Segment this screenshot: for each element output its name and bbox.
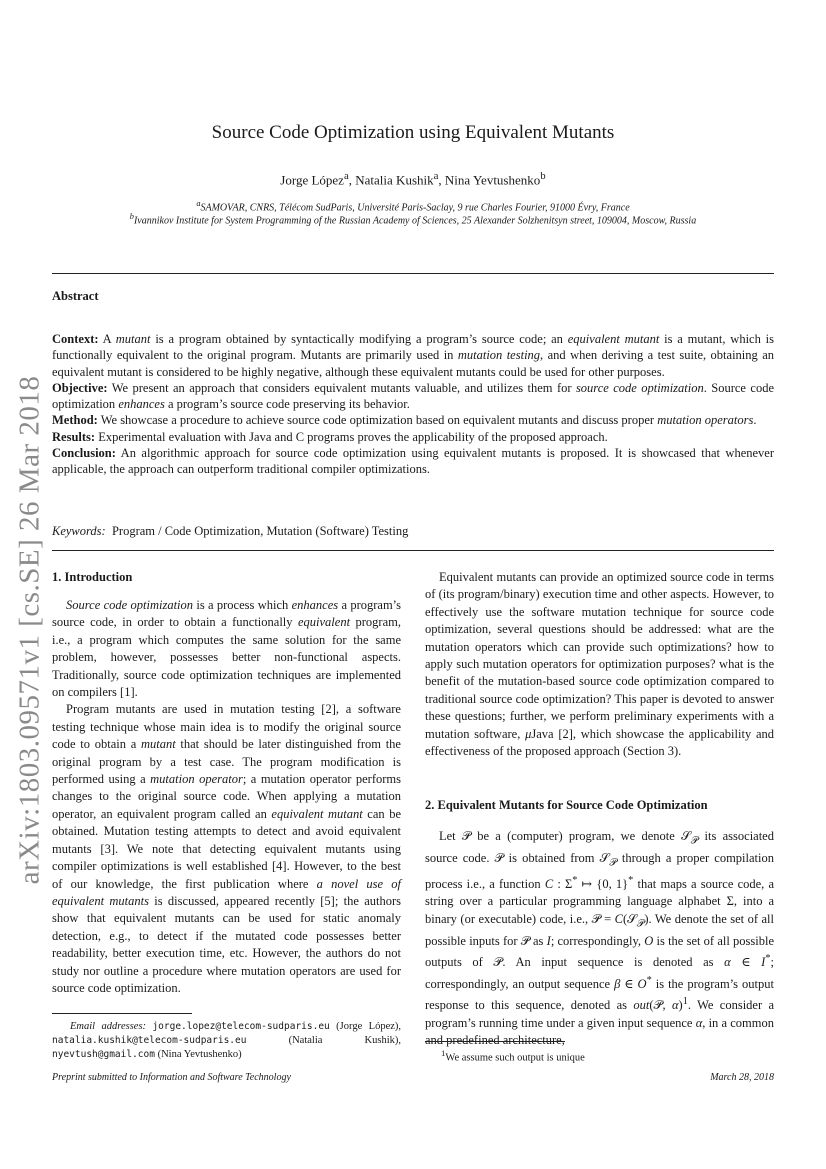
left-column-body [52, 597, 401, 997]
top-rule [52, 273, 774, 274]
email-footnote: Email addresses: jorge.lopez@telecom-sudparis.eu (Jorge López), natalia.kushik@telecom-sudparis.eu (Natalia Kushik), nyevtush@gmail.com (Nina Yevtushenko) [52, 1021, 402, 1060]
section-2-heading: 2. Equivalent Mutants for Source Code Optimization [425, 798, 708, 812]
intro-paragraph-3: Equivalent mutants can provide an optimized source code in terms of (its program/binary) execution time and other aspects. However, to effectively use the software mutation technique for source code optimization, several questions should be addressed: what are the mutation operators which can provide such optimizations? how to apply such mutation operators for optimization purposes? what is the benefit of the mutation-based source code optimization compared to traditional source code optimization? This paper is devoted to answer these questions; further, we perform preliminary experiments with a mutation software, μJava [2], which showcase the applicability and effectiveness of the proposed approach (Section 3). [425, 570, 774, 759]
intro-paragraph-1: Source code optimization is a process which enhances a program’s source code, in order to obtain a functionally equivalent program, i.e., a program which computes the same solution for the same problem, however, possesses better non-functional aspects. Traditionally, source code optimization techniques are implemented on compilers [1]. [52, 598, 402, 700]
right-column-intro [425, 569, 774, 760]
footnote-rule-left [52, 1013, 192, 1014]
abstract-body [52, 331, 774, 478]
arxiv-stamp [10, 340, 50, 920]
abstract-conclusion: Conclusion: An algorithmic approach for source code optimization using equivalent mutants is proposed. It is showcased that whenever applicable, the approach can outperform traditional compiler optimizations. [52, 446, 774, 477]
arxiv-stamp-text: arXiv:1803.09571v1 [cs.SE] 26 Mar 2018 [13, 375, 46, 885]
intro-paragraph-2: Program mutants are used in mutation testing [2], a software testing technique whose main idea is to modify the original source code to obtain a mutant that should be later distinguished from the original program by a test case. The program modification is performed using a mutation operator; a mutation operator performs changes to the original source code. When applying a mutation operator, an equivalent program called an equivalent mutant can be obtained. Mutation testing attempts to detect and avoid equivalent mutants [3]. We note that detecting equivalent mutants using compiler optimizations is well established [4]. However, to the best of our knowledge, the first publication where a novel use of equivalent mutants is discussed, appeared recently [5]; the authors show that equivalent mutants can be used for static anomaly detection, e.g., to detect if the mutated code possesses better readability, better execution time, etc. However, the authors do not study nor outline a procedure where mutation operators are used for source code optimization. [52, 702, 401, 995]
keywords: Keywords: Program / Code Optimization, Mutation (Software) Testing [52, 524, 409, 538]
affiliation-b: $^b$Ivannikov Institute for System Programming of the Russian Academy of Sciences, 25 Alexander Solzhenitsyn street, 109004, Moscow, Russia [129, 212, 697, 227]
footer-preprint: Preprint submitted to Information and Software Technology [52, 1072, 291, 1083]
abstract-heading: Abstract [52, 289, 99, 303]
abstract-bottom-rule [52, 550, 774, 551]
abstract-results: Results: Experimental evaluation with Java and C programs proves the applicability of the proposed approach. [52, 429, 608, 444]
output-footnote: $^1$We assume such output is unique [441, 1048, 585, 1064]
paper-title: Source Code Optimization using Equivalent Mutants [211, 122, 615, 143]
author-list: Jorge López$^a$, Natalia Kushik$^a$, Nina Yevtushenko$^b$ [280, 170, 546, 188]
footnote-rule-right [425, 1041, 565, 1042]
abstract-method: Method: We showcase a procedure to achieve source code optimization based on equivalent mutants and discuss proper mutation operators. [52, 413, 757, 428]
abstract-context: Context: A mutant is a program obtained by syntactically modifying a program’s source code; an equivalent mutant is a mutant, which is functionally equivalent to the original program. Mutants are primarily used in mutation testing, and when deriving a test suite, obtaining an equivalent mutant is considered to be highly negative, although these equivalent mutants could be used for other purposes. [52, 332, 774, 379]
section-1-heading: 1. Introduction [52, 570, 133, 584]
affiliation-a: $^a$SAMOVAR, CNRS, Télécom SudParis, Université Paris-Saclay, 9 rue Charles Fourier, 91000 Évry, France [196, 199, 630, 214]
abstract-objective: Objective: We present an approach that considers equivalent mutants valuable, and utilizes them for source code optimization. Source code optimization enhances a program’s source code preserving its behavior. [52, 380, 774, 412]
section-2-body [425, 828, 774, 1050]
footer-date: March 28, 2018 [710, 1072, 774, 1083]
section-2-paragraph-1: Let 𝒫 be a (computer) program, we denote 𝒮$_𝒫$ its associated source code. 𝒫 is obtained from 𝒮$_𝒫$ through a proper compilation process i.e., a function C : Σ* ↦ {0, 1}* that maps a source code, a string over a particular programming language alphabet Σ, into a binary (or executable) code, i.e., 𝒫 = C(𝒮$_𝒫$). We denote the set of all possible inputs for 𝒫 as I; correspondingly, O is the set of all possible outputs of 𝒫. An input sequence is denoted as α ∈ I*; correspondingly, an output sequence β ∈ O* is the program’s output response to this sequence, denoted as out(𝒫, α)$^1$. We consider a program’s running time under a given input sequence α, in a common [425, 829, 775, 1030]
